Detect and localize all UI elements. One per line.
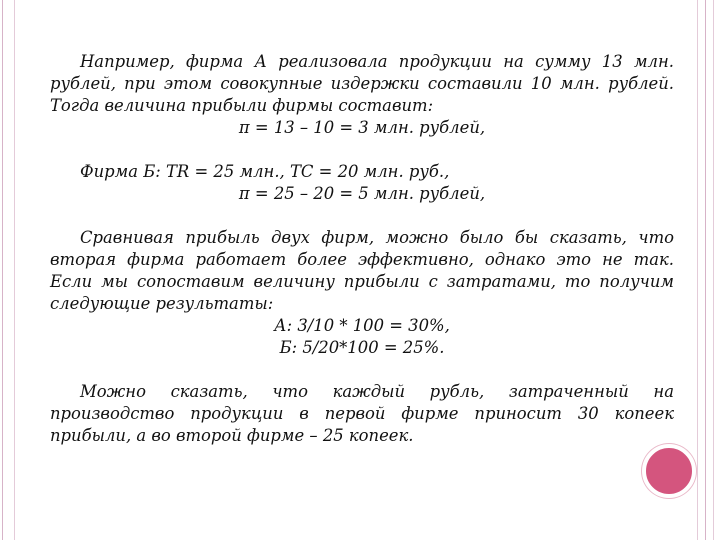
- paragraph-comparison: Сравнивая прибыль двух фирм, можно было бы сказать, что вторая фирма работает более эффективно, однако это не так. Если мы сопоставим величину прибыли с затратами, то получим следующие результаты:: [50, 228, 674, 313]
- right-border-line-inner: [697, 0, 698, 540]
- paragraph-conclusion: Можно сказать, что каждый рубль, затраченный на производство продукции в первой фирме приносит 30 копеек прибыли, а во второй фирме – 25 копеек.: [50, 382, 674, 445]
- formula-profit-a: π = 13 – 10 = 3 млн. рублей,: [238, 118, 486, 137]
- result-a: А: 3/10 * 100 = 30%,: [274, 316, 450, 335]
- right-border-line-middle: [705, 0, 706, 540]
- right-border-line-outer: [713, 0, 714, 540]
- line-firm-b: Фирма Б: TR = 25 млн., TC = 20 млн. руб.,: [80, 162, 450, 181]
- paragraph-firm-a: Например, фирма А реализовала продукции на сумму 13 млн. рублей, при этом совокупные издержки составили 10 млн. рублей. Тогда величина прибыли фирмы составит:: [50, 52, 674, 115]
- decorative-circle-icon: [642, 444, 696, 498]
- formula-profit-b: π = 25 – 20 = 5 млн. рублей,: [238, 184, 486, 203]
- left-border-line-inner: [14, 0, 15, 540]
- result-b: Б: 5/20*100 = 25%.: [279, 338, 445, 357]
- left-border-line: [2, 0, 3, 540]
- slide-body: [50, 51, 674, 447]
